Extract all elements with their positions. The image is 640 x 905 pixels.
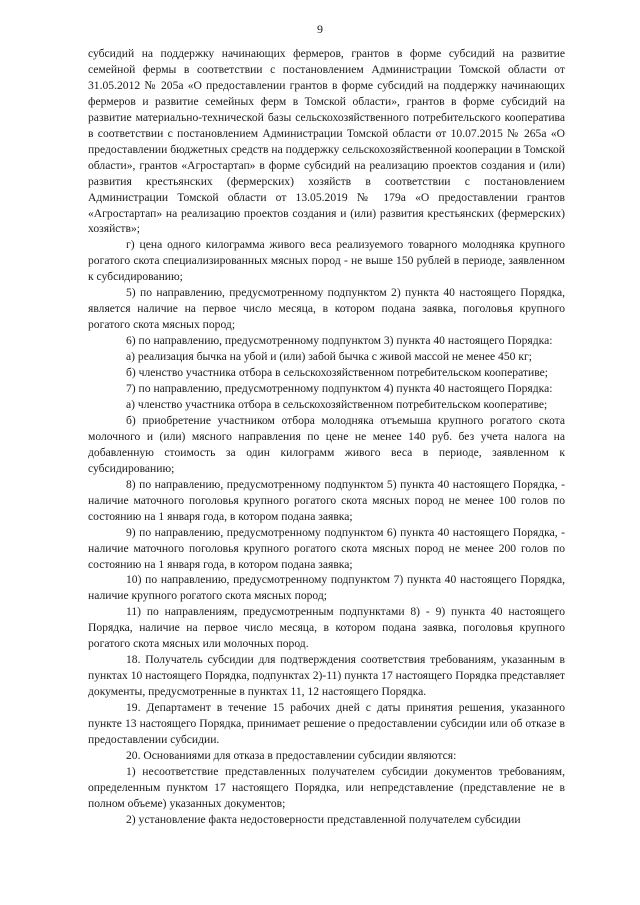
paragraph: а) реализация бычка на убой и (или) забой бычка с живой массой не менее 450 кг; bbox=[126, 350, 532, 364]
paragraph: а) членство участника отбора в сельскохозяйственном потребительском кооперативе; bbox=[126, 397, 548, 411]
paragraph: 19. Департамент в течение 15 рабочих дней с даты принятия решения, указанного пункте 13 настоящего Порядка, принимает решение о предоставлении субсидии или об отказе в предоставлении субсидии. bbox=[88, 701, 565, 746]
paragraph: 8) по направлению, предусмотренному подпунктом 5) пункта 40 настоящего Порядка, - наличие маточного поголовья крупного рогатого скота мясных пород не менее 100 голов по состоянию на 1 января года, в котором подана заявка; bbox=[88, 477, 565, 523]
paragraph: 7) по направлению, предусмотренному подпунктом 4) пункта 40 настоящего Порядка: bbox=[126, 382, 553, 396]
paragraph: б) членство участника отбора в сельскохозяйственном потребительском кооперативе; bbox=[126, 366, 548, 380]
paragraph: г) цена одного килограмма живого веса реализуемого товарного молодняка крупного рогатого скота специализированных мясных пород - не выше 150 рублей в периоде, заявленном к субсидированию; bbox=[88, 238, 565, 284]
paragraph: 1) несоответствие представленных получателем субсидии документов требованиям, определенным пунктом 17 настоящего Порядка, или непредставление (представление не в полном объеме) указанных документов; bbox=[88, 764, 565, 810]
paragraph: 18. Получатель субсидии для подтверждения соответствия требованиям, указанным в пунктах 10 настоящего Порядка, подпунктах 2)-11) пункта 17 настоящего Порядка представляет документы, предусмотренные в пунктах 11, 12 настоящего Порядка. bbox=[88, 653, 565, 699]
paragraph: 20. Основаниями для отказа в предоставлении субсидии являются: bbox=[126, 748, 457, 762]
paragraph: субсидий на поддержку начинающих фермеров, грантов в форме субсидий на развитие семейной фермы в соответствии с постановлением Администрации Томской области от 31.05.2012 № 205а «О предоставлении грантов в форме субсидий на поддержку начинающих фермеров и развитие семейных ферм в Томской области», грантов в форме субсидий на развитие материально-технической базы сельскохозяйственного потребительского кооператива в соответствии с постановлением Администрации Томской области от 10.07.2015 № 265а «О предоставлении бюджетных средств на поддержку сельскохозяйственной кооперации в Томской области», грантов «Агростартап» в форме субсидий на реализацию проектов создания и (или) развития крестьянских (фермерских) хозяйств в соответствии с постановлением Администрации Томской области от 13.05.2019 № 179а «О предоставлении грантов «Агростартап» на реализацию проектов создания и (или) развития крестьянских (фермерских) хозяйств»; bbox=[88, 47, 565, 236]
page-number: 9 bbox=[317, 22, 323, 36]
paragraph: 11) по направлениям, предусмотренным подпунктами 8) - 9) пункта 40 настоящего Порядка, наличие на первое число месяца, в котором подана заявка, поголовья крупного рогатого скота мясных или молочных пород. bbox=[88, 605, 565, 651]
paragraph: 10) по направлению, предусмотренному подпунктом 7) пункта 40 настоящего Порядка, наличие крупного рогатого скота мясных пород; bbox=[88, 573, 565, 603]
document-body bbox=[88, 46, 565, 828]
paragraph: 6) по направлению, предусмотренному подпунктом 3) пункта 40 настоящего Порядка: bbox=[126, 334, 553, 348]
paragraph: 2) установление факта недостоверности представленной получателем субсидии bbox=[126, 812, 521, 826]
paragraph: б) приобретение участником отбора молодняка отъемыша крупного рогатого скота молочного и (или) мясного направления по цене не менее 140 руб. без учета налога на добавленную стоимость за один килограмм живого веса в периоде, заявленном к субсидированию; bbox=[88, 413, 565, 475]
paragraph: 5) по направлению, предусмотренному подпунктом 2) пункта 40 настоящего Порядка, является наличие на первое число месяца, в котором подана заявка, поголовья крупного рогатого скота мясных пород; bbox=[88, 286, 565, 332]
paragraph: 9) по направлению, предусмотренному подпунктом 6) пункта 40 настоящего Порядка, - наличие маточного поголовья крупного рогатого скота мясных пород не менее 200 голов по состоянию на 1 января года, в котором подана заявка; bbox=[88, 525, 565, 571]
